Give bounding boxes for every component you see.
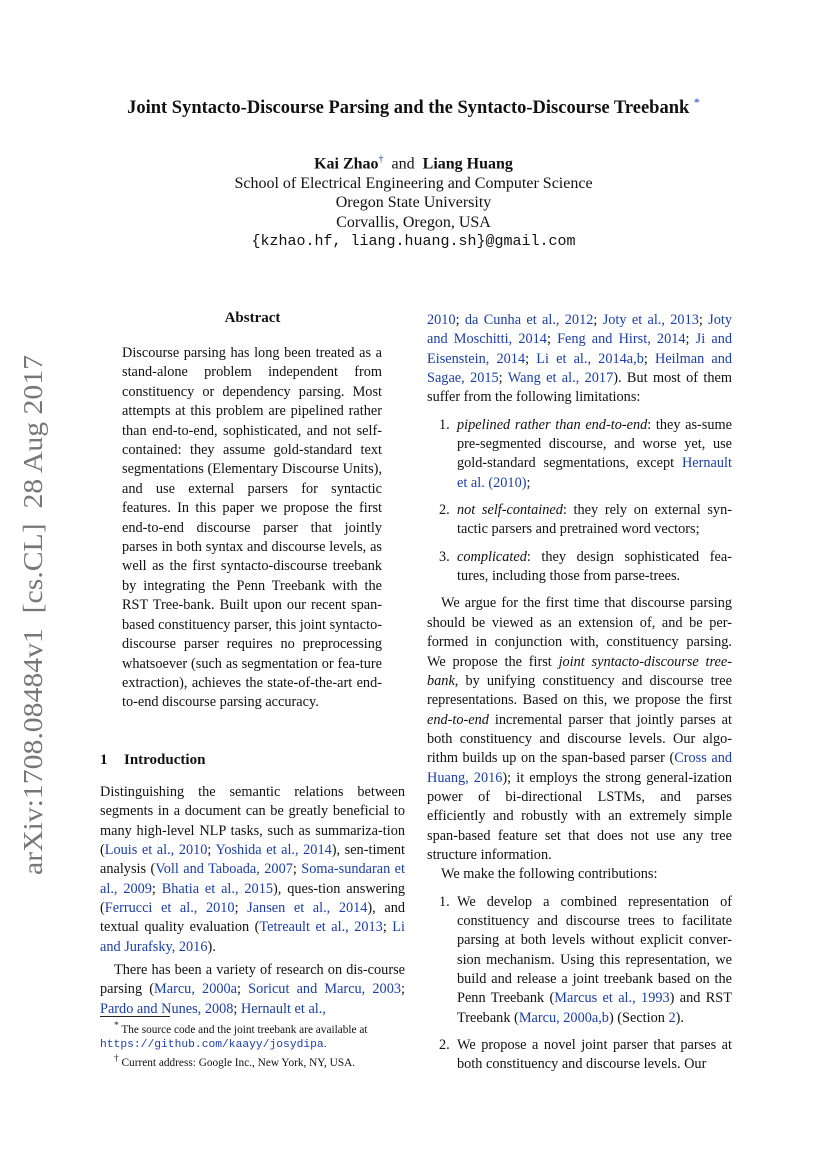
- list-number: 1.: [439, 416, 450, 433]
- intro-paragraph-2: [100, 961, 405, 1019]
- text-run: ;: [292, 861, 302, 878]
- list-text: : they design sophisticated fea-tures, including those from parse-trees.: [457, 548, 732, 585]
- citation-link[interactable]: Yoshida et al., 2014: [215, 842, 332, 859]
- section-link[interactable]: 2: [668, 1009, 676, 1026]
- text-run: ;: [401, 981, 405, 998]
- list-number: 3.: [439, 548, 450, 565]
- citation-link[interactable]: Pardo and Nunes, 2008: [100, 1000, 234, 1017]
- abstract-heading: Abstract: [224, 310, 281, 326]
- list-item: [427, 501, 732, 540]
- footnote-1-end: .: [323, 1037, 327, 1050]
- text-run: ); it employs the strong general-ization power of bi-directional LSTMs, and parses efficiently and robustly with an extremely simple span-based feature set that does not use any tree structure information.: [427, 769, 733, 863]
- abstract-body: Discourse parsing has long been treated as a stand-alone problem independent from constituency or dependency parsing. Most attempts at this problem are pipelined rather than end-to-end, sophisticated, and not self-contained: they assume gold-standard text segmentations (Elementary Discourse Units), and use external parsers for syntactic features. In this paper we propose the first end-to-end discourse parser that jointly parses in both syntax and discourse levels, as well as the first syntacto-discourse treebank by integrating the Penn Treebank with the RST Tree-bank. Built upon our recent span-based constituency parser, this joint syntacto-discourse parser requires no preprocessing whatsoever (such as segmentation or fea-ture extraction), achieves the state-of-the-art end-to-end discourse parsing accuracy.: [122, 345, 382, 711]
- list-term: not self-contained: [457, 502, 563, 519]
- contributions-list: [427, 893, 732, 1075]
- list-item: [427, 1036, 732, 1075]
- citation-link[interactable]: Heilman and Sagae, 2015: [427, 350, 733, 387]
- text-run: ;: [685, 331, 696, 348]
- citation-link[interactable]: Joty and Moschitti, 2014: [427, 312, 733, 348]
- source-code-link[interactable]: https://github.com/kaayy/josydipa: [100, 1038, 324, 1051]
- text-run: ), sen-timent analysis (: [100, 842, 406, 878]
- footnote-1-mark: *: [114, 1021, 119, 1031]
- text-run: , by unifying constituency and discourse tree representations. Based on this, we propose the first: [427, 672, 732, 709]
- text-run: ;: [207, 842, 216, 859]
- footnote-2-mark: †: [114, 1053, 119, 1064]
- list-item: [427, 548, 732, 587]
- footnote-1-url-line: [100, 1037, 410, 1052]
- footnotes: [100, 1019, 410, 1070]
- citation-link[interactable]: Bhatia et al., 2015: [161, 880, 274, 897]
- introduction-body: [100, 783, 405, 1019]
- emphasis: end-to-end: [427, 711, 489, 728]
- list-text: : they rely on external syn-tactic parsers and pretrained word vectors;: [457, 502, 732, 538]
- text-run: ;: [593, 312, 603, 328]
- citation-link[interactable]: Tetreault et al., 2013: [259, 919, 383, 936]
- citation-link[interactable]: Ji and Eisenstein, 2014: [427, 331, 732, 367]
- list-text: ).: [675, 1009, 684, 1026]
- text-run: ), and textual quality evaluation (: [100, 900, 405, 936]
- arxiv-stamp: [8, 355, 56, 875]
- list-number: 1.: [439, 893, 450, 910]
- list-term: pipelined rather than end-to-end: [457, 416, 648, 433]
- author-block: [0, 150, 827, 252]
- citation-link[interactable]: Hernault et al.,: [240, 1000, 326, 1017]
- text-run: ;: [643, 350, 655, 367]
- section-number: 1: [100, 752, 108, 768]
- text-run: ;: [455, 312, 465, 328]
- list-item: [427, 893, 732, 1028]
- list-text: ) (Section: [608, 1009, 669, 1026]
- footnote-rule: [100, 1016, 170, 1017]
- affiliation-line-2: Oregon State University: [335, 194, 492, 212]
- list-term: complicated: [457, 548, 527, 565]
- citation-link[interactable]: Voll and Taboada, 2007: [155, 861, 293, 878]
- author-1: Kai Zhao: [314, 155, 379, 173]
- citation-link[interactable]: Louis et al., 2010: [104, 842, 208, 859]
- footnote-1-text: The source code and the joint treebank are available at: [118, 1023, 368, 1036]
- title-text: Joint Syntacto-Discourse Parsing and the Syntacto-Discourse Treebank: [127, 98, 690, 119]
- footnote-2: [100, 1052, 410, 1070]
- list-number: 2.: [439, 502, 450, 519]
- citation-link[interactable]: Cross and Huang, 2016: [427, 750, 732, 786]
- limitations-list: [427, 416, 732, 587]
- text-run: ;: [546, 331, 558, 348]
- emphasis: joint syntacto-discourse tree-bank: [427, 653, 732, 689]
- text-run: ;: [237, 981, 249, 998]
- citation-link[interactable]: Hernault et al. (2010): [457, 455, 732, 491]
- text-run: ;: [234, 900, 248, 917]
- text-run: ;: [151, 880, 162, 897]
- author-2: Liang Huang: [422, 155, 513, 173]
- text-run: We argue for the first time that discourse parsing should be viewed as an extension of, and be per-formed in conjunction with, constituency parsing. We propose the first: [427, 595, 732, 670]
- text-run: ;: [233, 1000, 241, 1017]
- contributions-intro: We make the following contributions:: [441, 866, 658, 883]
- list-text: We propose a novel joint parser that parses at both constituency and discourse levels. Our: [457, 1037, 732, 1073]
- citation-link[interactable]: Soma-sundaran et al., 2009: [100, 861, 405, 897]
- citation-link[interactable]: Marcu, 2000a,b: [518, 1009, 609, 1026]
- citation-link[interactable]: 2010: [427, 312, 456, 328]
- list-text: ;: [526, 474, 531, 491]
- author-1-mark[interactable]: †: [378, 154, 384, 165]
- author-and: and: [391, 155, 415, 173]
- text-run: ).: [207, 938, 216, 955]
- list-item: [427, 416, 732, 493]
- footnote-2-text: Current address: Google Inc., New York, NY, USA.: [118, 1056, 356, 1069]
- text-run: There has been a variety of research on dis-course parsing (: [100, 962, 405, 998]
- citation-link[interactable]: da Cunha et al., 2012: [464, 312, 594, 328]
- citation-link[interactable]: Joty et al., 2013: [602, 312, 699, 328]
- text-run: ;: [698, 312, 709, 328]
- related-work-continuation: [427, 311, 732, 408]
- arxiv-stamp-text: arXiv:1708.08484v1 [cs.CL] 28 Aug 2017: [18, 402, 48, 875]
- citation-link[interactable]: Wang et al., 2017: [507, 370, 614, 387]
- citation-link[interactable]: Soricut and Marcu, 2003: [248, 981, 402, 998]
- citation-link[interactable]: Ferrucci et al., 2010: [104, 900, 235, 917]
- paper-title: [0, 95, 827, 119]
- text-run: ;: [382, 919, 393, 936]
- citation-link[interactable]: Li and Jurafsky, 2016: [100, 919, 405, 955]
- text-run: ). But most of them suffer from the following limitations:: [427, 370, 732, 406]
- citation-link[interactable]: Feng and Hirst, 2014: [557, 331, 686, 348]
- list-text: : they as-sume pre-segmented discourse, and worse yet, use gold-standard segmentations, except: [457, 416, 732, 472]
- text-run: incremental parser that jointly parses at both constituency and discourse levels. Our algo-rithm builds up on the span-based parser (: [427, 711, 732, 767]
- citation-link[interactable]: Marcu, 2000a: [154, 981, 237, 998]
- list-number: 2.: [439, 1037, 450, 1054]
- text-run: ), ques-tion answering (: [100, 880, 406, 917]
- citation-link[interactable]: Li et al., 2014a,b: [536, 350, 644, 367]
- affiliation-line-3: Corvallis, Oregon, USA: [336, 213, 491, 231]
- affiliation-line-1: School of Electrical Engineering and Computer Science: [234, 174, 593, 192]
- section-title: Introduction: [124, 752, 206, 768]
- right-column: [427, 311, 732, 1083]
- footnote-1: [100, 1019, 410, 1037]
- text-run: ;: [525, 350, 537, 367]
- citation-link[interactable]: Jansen et al., 2014: [247, 900, 368, 917]
- intro-paragraph-1: [100, 783, 405, 957]
- list-text: We develop a combined representation of constituency and discourse trees to facilitate parsing at both levels without explicit conver-sion mechanism. Using this representation, we build and release a joint treebank based on the Penn Treebank (: [457, 893, 732, 1007]
- author-email: {kzhao.hf, liang.huang.sh}@gmail.com: [251, 233, 576, 251]
- text-run: Distinguishing the semantic relations between segments in a document can be greatly beneficial to many high-level NLP tasks, such as summariza-tion (: [100, 784, 405, 859]
- contribution-paragraph: [427, 594, 732, 865]
- author-names: [0, 150, 827, 174]
- citation-link[interactable]: Marcus et al., 1993: [554, 990, 670, 1007]
- section-heading-introduction: [100, 752, 205, 769]
- list-text: ) and RST Treebank (: [457, 990, 732, 1026]
- text-run: ;: [498, 370, 508, 387]
- title-footnote-mark[interactable]: *: [693, 95, 700, 109]
